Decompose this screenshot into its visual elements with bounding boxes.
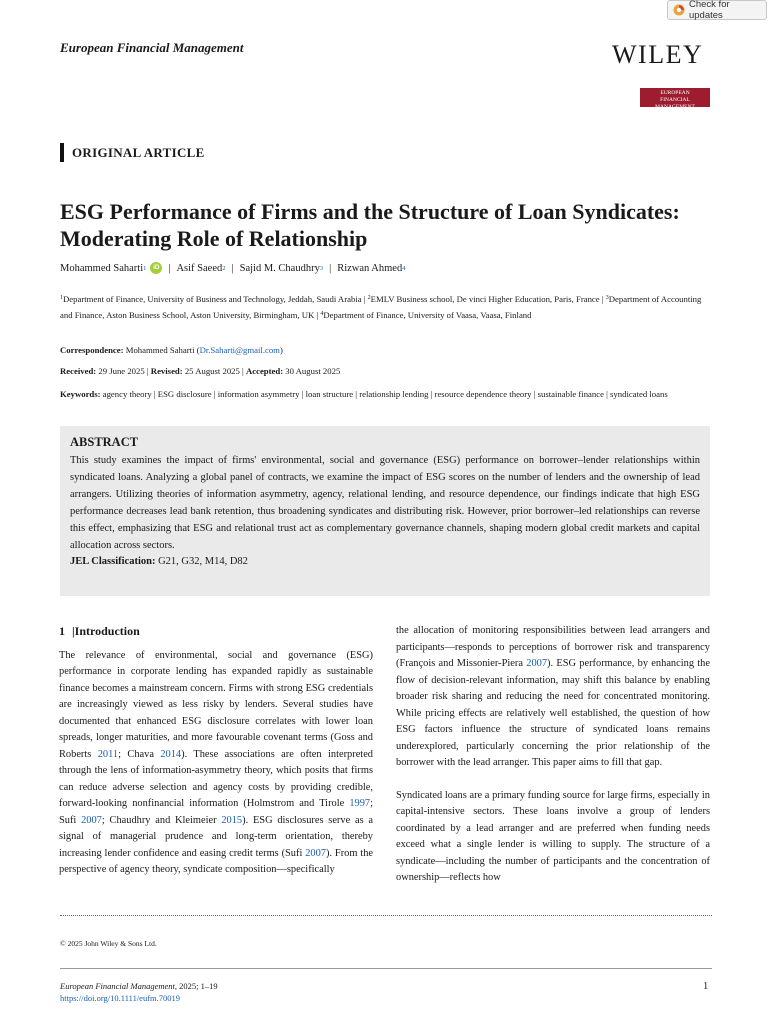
affil-separator: | bbox=[316, 309, 319, 320]
keywords-label: Keywords: bbox=[60, 389, 101, 399]
keyword-separator: | bbox=[353, 389, 360, 399]
article-type-label: ORIGINAL ARTICLE bbox=[72, 144, 205, 160]
keyword-separator: | bbox=[299, 389, 306, 399]
citation-link[interactable]: 1997 bbox=[349, 798, 371, 809]
correspondence-email-link[interactable]: Dr.Saharti@gmail.com bbox=[199, 345, 280, 355]
keywords bbox=[60, 388, 712, 401]
affil-sup: 4 bbox=[320, 310, 324, 317]
author-separator: | bbox=[168, 262, 171, 274]
citation-link[interactable]: 2014 bbox=[160, 748, 182, 760]
check-for-updates-label: Check for updates bbox=[688, 0, 730, 21]
footer-journal bbox=[60, 981, 218, 991]
article-dates bbox=[60, 366, 340, 376]
crossmark-icon bbox=[673, 4, 685, 16]
keyword-separator: | bbox=[531, 389, 538, 399]
keyword-separator: | bbox=[603, 389, 611, 399]
keyword-item: sustainable finance bbox=[537, 389, 604, 399]
check-for-updates-button[interactable] bbox=[667, 0, 767, 20]
journal-badge bbox=[640, 88, 710, 110]
revised-date: 25 August 2025 bbox=[184, 366, 240, 376]
citation-link[interactable]: 2015 bbox=[221, 814, 243, 826]
affil-separator: | bbox=[601, 294, 604, 304]
author-separator: | bbox=[231, 262, 234, 274]
abstract-box bbox=[60, 426, 710, 596]
affil-sup: 2 bbox=[367, 295, 371, 301]
author-name[interactable]: Mohammed Saharti bbox=[60, 262, 144, 274]
author-separator: | bbox=[329, 262, 332, 274]
affiliation: Department of Finance, University of Business and Technology, Jeddah, Saudi Arabia bbox=[63, 294, 362, 304]
keyword-item: agency theory bbox=[102, 389, 152, 399]
keyword-item: information asymmetry bbox=[217, 389, 300, 399]
keyword-separator: | bbox=[428, 389, 435, 399]
author-name[interactable]: Rizwan Ahmed bbox=[337, 262, 403, 274]
author-affil-sup: 2 bbox=[222, 264, 226, 272]
affiliation: EMLV Business school, De vinci Higher Education, Paris, France bbox=[370, 294, 600, 304]
doi-link[interactable]: https://doi.org/10.1111/eufm.70019 bbox=[60, 993, 181, 1003]
orcid-icon[interactable]: iD bbox=[150, 262, 162, 274]
accepted-label: Accepted: bbox=[245, 366, 284, 376]
section-heading bbox=[59, 623, 373, 640]
accepted-date: 30 August 2025 bbox=[285, 366, 341, 376]
author-affil-sup: 3 bbox=[319, 264, 324, 272]
article-title: ESG Performance of Firms and the Structure of Loan Syndicates: Moderating Role of Relationship bbox=[60, 199, 680, 251]
citation-link[interactable]: 2007 bbox=[526, 658, 548, 669]
affiliation: Department of Finance, University of Vaasa, Vaasa, Finland bbox=[323, 309, 532, 320]
keyword-item: relationship lending bbox=[359, 389, 429, 399]
citation-link[interactable]: 2007 bbox=[81, 814, 102, 826]
keyword-separator: | bbox=[211, 389, 218, 399]
citation-link[interactable]: 2011 bbox=[97, 748, 119, 760]
citation-link[interactable]: 2007 bbox=[305, 847, 326, 859]
body-paragraph: The relevance of environmental, social and governance (ESG) performance in corporate lending has expanded rapidly as sustainable finance becomes a mainstream concern. Firms with strong ESG credentials are increasingly viewed as less risky by lenders. Several studies have documented that enhanced ESG disclosure correlates with lower loan spreads, longer maturities, and more favourable covenant terms (Goss and Roberts 2011; Chava 2014). These associations are often interpreted through the lens of information-asymmetry theory, which posits that firms can reduce adverse selection and agency costs by providing credible, forward-looking nonfinancial information (Holmstrom and Tirole 1997; Sufi 2007; Chaudhry and Kleimeier 2015). ESG disclosures serve as a signal of managerial prudence and long-term orientation, thereby increasing lender confidence and easing credit terms (Sufi 2007). From the perspective of agency theory, syndicate composition—specifically bbox=[59, 649, 373, 875]
jel-codes: G21, G32, M14, D82 bbox=[158, 556, 248, 567]
footer-journal-name: European Financial Management bbox=[60, 981, 175, 991]
date-separator: | bbox=[146, 366, 149, 376]
body-paragraph: the allocation of monitoring responsibilities between lead arrangers and participants—responds to perceptions of borrower risk and transparency (François and Missonier-Piera 2007). ESG performance, by enhancing the flow of decision-relevant information, may shift this balance by enabling broader risk sharing and reducing the need for concentrated monitoring. While pricing effects are relatively well established, the question of how ESG factors influence the structure of syndicated loans remains underexplored, particularly concerning the prior relationship of the borrower with the lead arranger. This paper aims to fill that gap. bbox=[396, 625, 710, 768]
affiliation: Department of Accounting and Finance, Aston Business School, Aston University, Birmingham, UK bbox=[60, 294, 702, 320]
jel-label: JEL Classification: bbox=[70, 556, 156, 567]
keyword-item: syndicated loans bbox=[610, 389, 668, 399]
abstract-text: This study examines the impact of firms' environmental, social and governance (ESG) performance on borrower–lender relationships within syndicated loans. Analyzing a global panel of contracts, we examine the impact of ESG scores on the number of lenders and the ownership of lead arrangers. Utilizing theories of information asymmetry, agency, relational lending, and resource dependence, our findings indicate that high ESG performance decreases lead bank retention, thus broadening syndicates and distributing risk. However, prior borrower–led relationships can reverse this effect, emphasizing that ESG and relational trust act as complementary governance channels, shaping modern global credit markets and capital allocation across sectors. bbox=[70, 455, 700, 551]
footer-divider bbox=[60, 968, 712, 969]
section-number: 1 bbox=[59, 624, 65, 638]
section-title: Introduction bbox=[74, 624, 140, 638]
author-affil-sup: 4 bbox=[402, 264, 406, 272]
section-separator: | bbox=[72, 624, 75, 638]
revised-label: Revised: bbox=[150, 366, 183, 376]
keyword-list bbox=[103, 389, 668, 399]
correspondence: Correspondence: Mohammed Saharti (Dr.Saharti@gmail.com) bbox=[60, 345, 283, 355]
keyword-item: resource dependence theory bbox=[434, 389, 532, 399]
article-type-bar bbox=[60, 143, 64, 162]
article-type bbox=[60, 143, 205, 162]
correspondence-name: Mohammed Saharti bbox=[125, 345, 195, 355]
footer-volume: , 2025; 1–19 bbox=[174, 981, 218, 991]
copyright: © 2025 John Wiley & Sons Ltd. bbox=[60, 939, 157, 948]
author-name[interactable]: Sajid M. Chaudhry bbox=[239, 262, 320, 274]
affiliations bbox=[60, 291, 712, 322]
author-list bbox=[60, 262, 710, 274]
footnote-divider bbox=[60, 915, 712, 916]
received-label: Received: bbox=[60, 366, 97, 376]
date-separator: | bbox=[242, 366, 244, 376]
journal-name: European Financial Management bbox=[60, 40, 244, 55]
body-column-right bbox=[396, 623, 710, 887]
correspondence-label: Correspondence: bbox=[60, 345, 124, 355]
publisher-logo: WILEY bbox=[612, 40, 704, 69]
body-paragraph: Syndicated loans are a primary funding source for large firms, especially in capital-intensive sectors. These loans involve a group of lenders coordinated by a lead arranger and are preferred when funding needs exceed what a single lender is willing to supply. The structure of a syndicate—including the number of participants and the concentration of ownership—reflects how bbox=[396, 789, 710, 883]
affil-sup: 3 bbox=[605, 295, 609, 301]
body-column-left bbox=[59, 623, 373, 879]
affil-sup: 1 bbox=[60, 295, 63, 301]
keyword-item: ESG disclosure bbox=[157, 389, 212, 399]
author-affil-sup: 1 bbox=[143, 264, 147, 272]
journal-badge-line1: EUROPEAN bbox=[660, 90, 690, 96]
author-name[interactable]: Asif Saeed bbox=[176, 262, 223, 274]
page-number: 1 bbox=[703, 981, 709, 992]
affil-separator: | bbox=[363, 294, 366, 304]
journal-badge-line2: FINANCIAL MANAGEMENT bbox=[655, 97, 695, 110]
keyword-item: loan structure bbox=[305, 389, 354, 399]
right-paragraphs bbox=[396, 623, 710, 887]
left-paragraphs bbox=[59, 648, 373, 879]
received-date: 29 June 2025 bbox=[98, 366, 145, 376]
keyword-separator: | bbox=[151, 389, 158, 399]
jel-classification bbox=[70, 554, 700, 570]
abstract-heading: ABSTRACT bbox=[70, 435, 139, 449]
